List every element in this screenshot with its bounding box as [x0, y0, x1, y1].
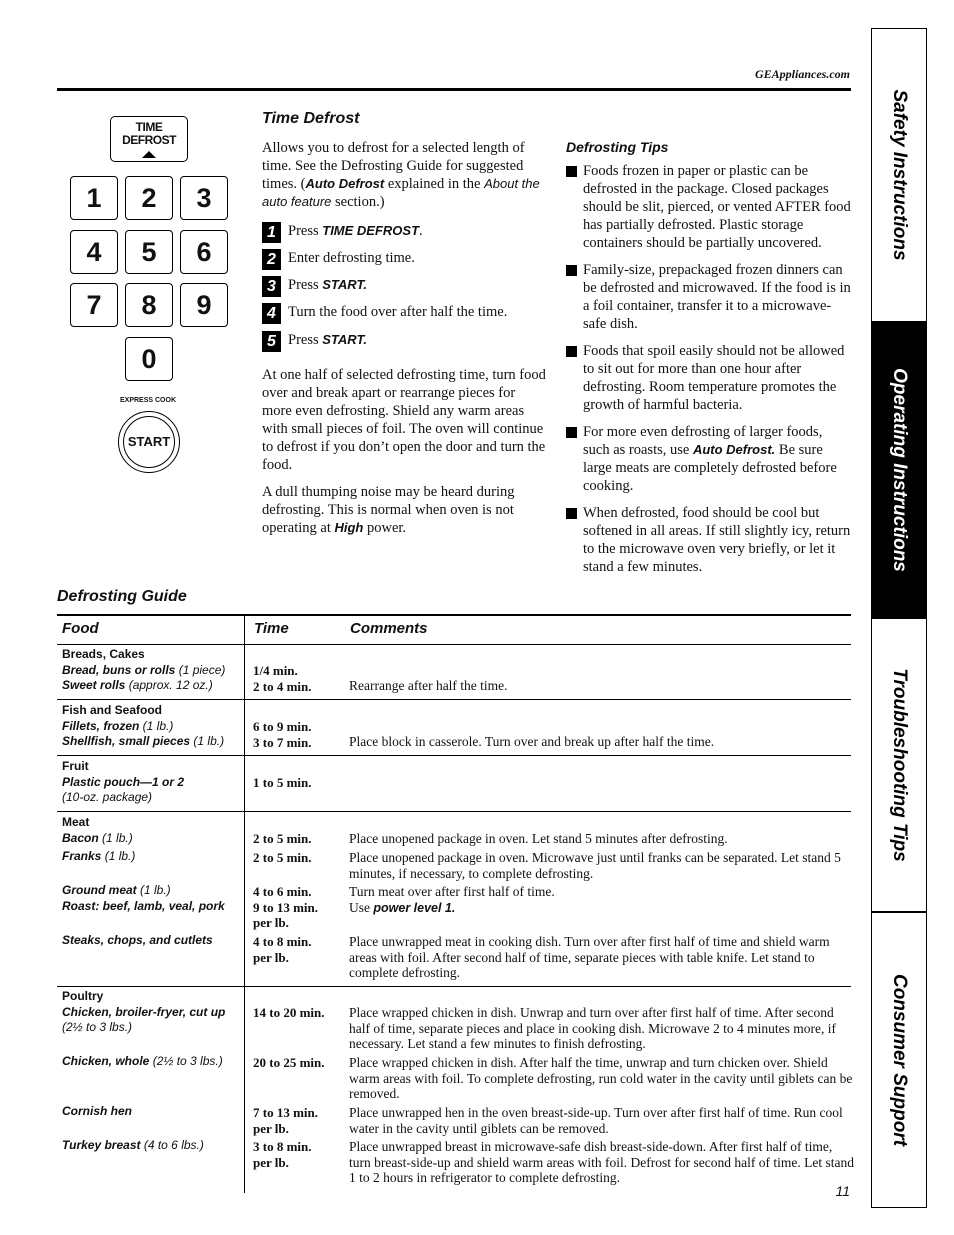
digit-key: 8 — [125, 283, 173, 327]
table-rule — [57, 811, 851, 812]
time-cell: 4 to 8 min. per lb. — [253, 934, 312, 965]
start-key — [118, 411, 180, 473]
time-cell: 7 to 13 min. per lb. — [253, 1105, 318, 1136]
page-number: 11 — [835, 1183, 850, 1199]
tab-operating-instructions[interactable] — [871, 322, 927, 618]
time-cell: 20 to 25 min. — [253, 1055, 325, 1070]
noise-paragraph: A dull thumping noise may be heard during defrosting. This is normal when oven is not operating at High power. — [262, 484, 515, 536]
table-row: Cornish hen — [62, 1104, 133, 1118]
triangle-icon — [142, 151, 156, 158]
bullet-icon — [566, 346, 577, 357]
digit-key: 9 — [180, 283, 228, 327]
comment-cell: Place unwrapped hen in the oven breast-side-up. Turn over after first half of time. Run cool water in the cavity until giblets can be removed. — [349, 1105, 843, 1136]
tab-consumer-support[interactable] — [871, 912, 927, 1208]
digit-key: 3 — [180, 176, 228, 220]
site-url: GEAppliances.com — [755, 67, 850, 81]
digit-key: 7 — [70, 283, 118, 327]
bullet-icon — [566, 427, 577, 438]
time-cell: 1 to 5 min. — [253, 775, 312, 790]
bullet-icon — [566, 166, 577, 177]
digit-key: 6 — [180, 230, 228, 274]
table-rule — [57, 644, 851, 645]
table-row: Ground meat (1 lb.) Roast: beef, lamb, veal, pork — [62, 883, 225, 913]
table-column-rule — [244, 615, 245, 1193]
tip-item: Foods frozen in paper or plastic can be defrosted in the package. Closed packages should be slit, pierced, or vented AFTER food has partially defrosted. Plastic storage containers should be partially uncovered. — [566, 162, 851, 252]
tip-item: When defrosted, food should be cool but softened in all areas. If still slightly icy, return to the microwave oven very briefly, or let it stand a few minutes. — [566, 504, 851, 576]
col-header-time: Time — [254, 620, 289, 637]
time-defrost-key — [110, 116, 188, 162]
time-cell: 1/4 min. 2 to 4 min. — [253, 663, 312, 694]
digit-key: 5 — [125, 230, 173, 274]
section-title: Time Defrost — [262, 110, 360, 127]
table-top-rule — [57, 614, 851, 616]
table-row: Franks (1 lb.) — [62, 849, 136, 863]
digit-key: 0 — [125, 337, 173, 381]
guide-title: Defrosting Guide — [57, 588, 187, 605]
tab-safety-instructions[interactable] — [871, 28, 927, 322]
time-cell: 14 to 20 min. — [253, 1005, 325, 1020]
comment-cell: Place wrapped chicken in dish. After half the time, unwrap and turn chicken over. Shield warm areas with foil. To complete defrosting, run cold water in the cavity until giblets can be removed. — [349, 1055, 853, 1101]
col-header-comments: Comments — [350, 620, 428, 637]
tab-label: Troubleshooting Tips — [889, 668, 910, 862]
digit-key: 1 — [70, 176, 118, 220]
start-key-label: START — [123, 416, 175, 468]
tab-label: Operating Instructions — [889, 368, 910, 572]
intro-paragraph: Allows you to defrost for a selected length of time. See the Defrosting Guide for suggested times. (Auto Defrost explained in the About the auto feature section.) — [262, 140, 540, 210]
digit-key: 4 — [70, 230, 118, 274]
comment-cell: Place block in casserole. Turn over and break up after half the time. — [349, 734, 715, 749]
comment-cell: Place unopened package in oven. Microwave just until franks can be separated. Let stand 5 minutes, if necessary, to complete defrosting. — [349, 850, 841, 881]
time-cell: 2 to 5 min. — [253, 831, 312, 846]
table-rule — [57, 986, 851, 987]
tip-item: Foods that spoil easily should not be allowed to sit out for more than one hour after defrosting. Room temperature promotes the growth of harmful bacteria. — [566, 342, 851, 414]
table-row: Turkey breast (4 to 6 lbs.) — [62, 1138, 204, 1152]
table-row: Chicken, whole (2½ to 3 lbs.) — [62, 1054, 223, 1068]
tip-item: For more even defrosting of larger foods, such as roasts, use Auto Defrost. Be sure large meats are completely defrosted before cooking. — [566, 423, 851, 495]
time-cell: 2 to 5 min. — [253, 850, 312, 865]
table-row: Breads, Cakes Bread, buns or rolls (1 piece) Sweet rolls (approx. 12 oz.) — [62, 647, 226, 692]
table-rule — [57, 755, 851, 756]
table-row: Fruit Plastic pouch—1 or 2 (10-oz. package) — [62, 759, 185, 804]
key-label: DEFROST — [122, 133, 176, 147]
key-label: TIME — [135, 120, 163, 134]
bullet-icon — [566, 508, 577, 519]
table-row: Steaks, chops, and cutlets — [62, 933, 213, 947]
comment-cell: Place wrapped chicken in dish. Unwrap and turn over after first half of time. After second half of time, separate pieces and place in cooking dish. Microwave 2 to 4 minutes more, if necessary. Let stand a few minutes to finish defrosting. — [349, 1005, 836, 1051]
comment-cell: Rearrange after half the time. — [349, 678, 508, 693]
tab-label: Safety Instructions — [889, 89, 910, 261]
express-cook-label: EXPRESS COOK — [119, 397, 176, 404]
tab-troubleshooting-tips[interactable] — [871, 618, 927, 912]
table-rule — [57, 699, 851, 700]
table-row: Poultry Chicken, broiler-fryer, cut up (2½ to 3 lbs.) — [62, 989, 226, 1034]
digit-key: 2 — [125, 176, 173, 220]
defrost-paragraph: At one half of selected defrosting time, turn food over and break apart or rearrange pieces for more even defrosting. Shield any warm areas with small pieces of foil. The oven will continue to defrost if you don’t open the door and turn the food. — [262, 367, 546, 473]
table-row: Fish and Seafood Fillets, frozen (1 lb.) Shellfish, small pieces (1 lb.) — [62, 703, 225, 748]
col-header-food: Food — [62, 620, 99, 637]
time-cell: 4 to 6 min. 9 to 13 min. per lb. — [253, 884, 318, 930]
comment-cell: Place unwrapped meat in cooking dish. Turn over after first half of time and shield warm areas with foil. After second half of time, separate pieces with table knife. Let stand to complete defrosting. — [349, 934, 830, 980]
table-row: Meat Bacon (1 lb.) — [62, 815, 133, 845]
tips-title: Defrosting Tips — [566, 139, 669, 155]
time-cell: 3 to 8 min. per lb. — [253, 1139, 312, 1170]
bullet-icon — [566, 265, 577, 276]
comment-cell: Turn meat over after first half of time. Use power level 1. — [349, 884, 555, 915]
tip-item: Family-size, prepackaged frozen dinners can be defrosted and microwaved. If the food is in a foil container, transfer it to a microwave-safe dish. — [566, 261, 851, 333]
comment-cell: Place unwrapped breast in microwave-safe dish breast-side-down. After first half of time, turn breast-side-up and shield warm areas with foil. Defrost for second half of time. Let stand 1 to 2 hours in refrigerator to complete defrosting. — [349, 1139, 854, 1185]
time-cell: 6 to 9 min. 3 to 7 min. — [253, 719, 312, 750]
top-rule — [57, 88, 851, 91]
comment-cell: Place unopened package in oven. Let stand 5 minutes after defrosting. — [349, 831, 728, 846]
tab-label: Consumer Support — [889, 973, 910, 1147]
